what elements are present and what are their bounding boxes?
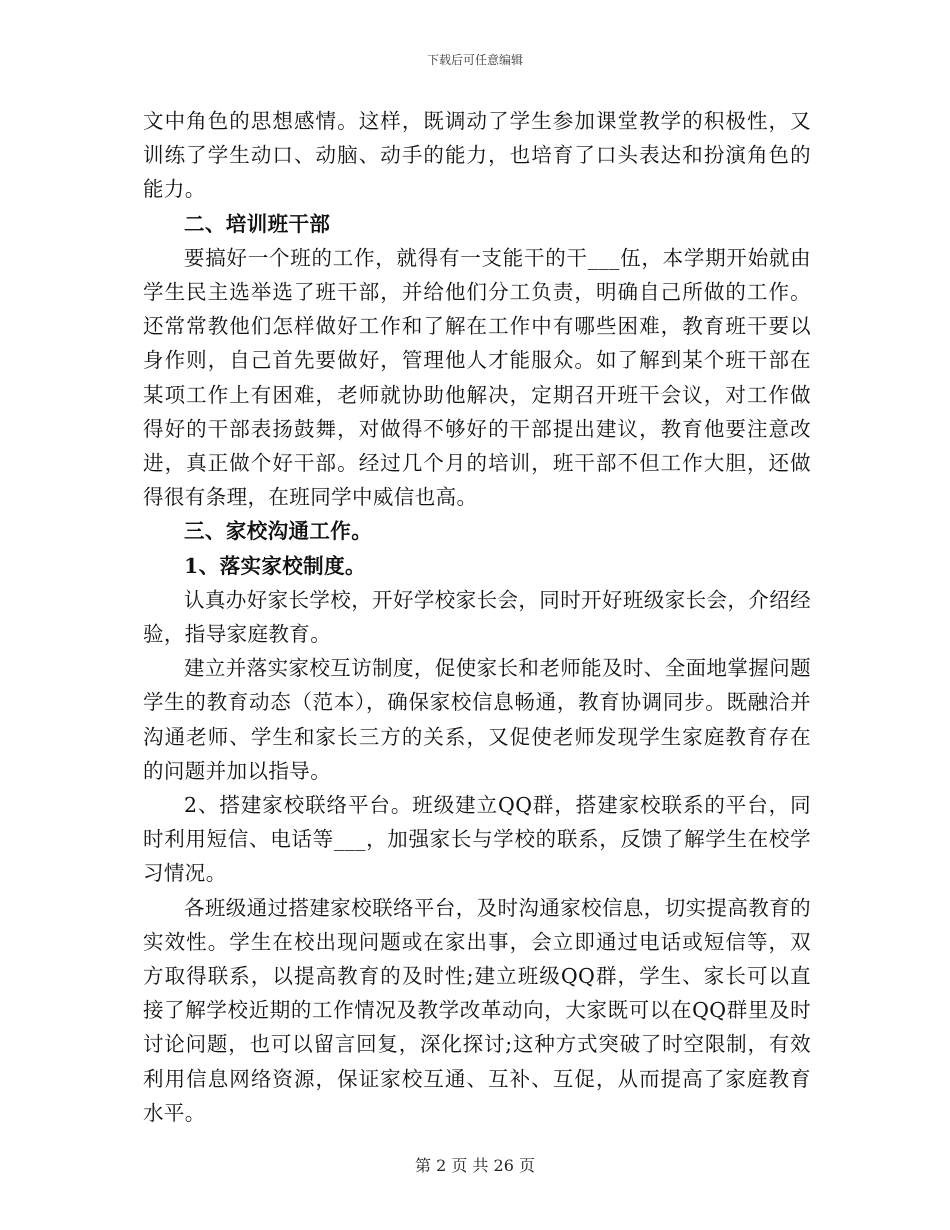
page-number: 第 2 页 共 26 页: [415, 1156, 535, 1175]
section-heading-home-school-communication: 三、家校沟通工作。: [184, 519, 373, 544]
paragraph-contact-platform: 2、搭建家校联络平台。班级建立QQ群，搭建家校联系的平台，同时利用短信、电话等___，加强家长与学校的联系，反馈了解学生在校学习情况。: [143, 793, 811, 886]
paragraph-continuation: 文中角色的思想感情。这样，既调动了学生参加课堂教学的积极性，又训练了学生动口、动脑、动手的能力，也培育了口头表达和扮演角色的能力。: [143, 109, 811, 202]
page-header-note: 下载后可任意编辑: [426, 53, 523, 67]
document-body: [143, 104, 811, 1130]
paragraph-platform-effects: 各班级通过搭建家校联络平台，及时沟通家校信息，切实提高教育的实效性。学生在校出现问题或在家出事，会立即通过电话或短信等，双方取得联系，以提高教育的及时性;建立班级QQ群，学生、家长可以直接了解学校近期的工作情况及教学改革动向，大家既可以在QQ群里及时讨论问题，也可以留言回复，深化探讨;这种方式突破了时空限制，有效利用信息网络资源，保证家校互通、互补、互促，从而提高了家庭教育水平。: [143, 895, 811, 1125]
section-heading-train-class-cadres: 二、培训班干部: [184, 211, 331, 236]
subsection-heading-home-school-system: 1、落实家校制度。: [184, 553, 366, 578]
paragraph-home-visit-system: 建立并落实家校互访制度，促使家长和老师能及时、全面地掌握问题学生的教育动态（范本），确保家校信息畅通，教育协调同步。既融洽并沟通老师、学生和家长三方的关系，又促使老师发现学生家庭教育存在的问题并加以指导。: [143, 656, 811, 783]
paragraph-parent-school: 认真办好家长学校，开好学校家长会，同时开好班级家长会，介绍经验，指导家庭教育。: [143, 587, 811, 647]
paragraph-class-cadres: 要搞好一个班的工作，就得有一支能干的干___伍，本学期开始就由学生民主选举选了班干部，并给他们分工负责，明确自己所做的工作。还常常教他们怎样做好工作和了解在工作中有哪些困难，教育班干要以身作则，自己首先要做好，管理他人才能服众。如了解到某个班干部在某项工作上有困难，老师就协助他解决，定期召开班干会议，对工作做得好的干部表扬鼓舞，对做得不够好的干部提出建议，教育他要注意改进，真正做个好干部。经过几个月的培训，班干部不但工作大胆，还做得很有条理，在班同学中威信也高。: [143, 245, 811, 510]
